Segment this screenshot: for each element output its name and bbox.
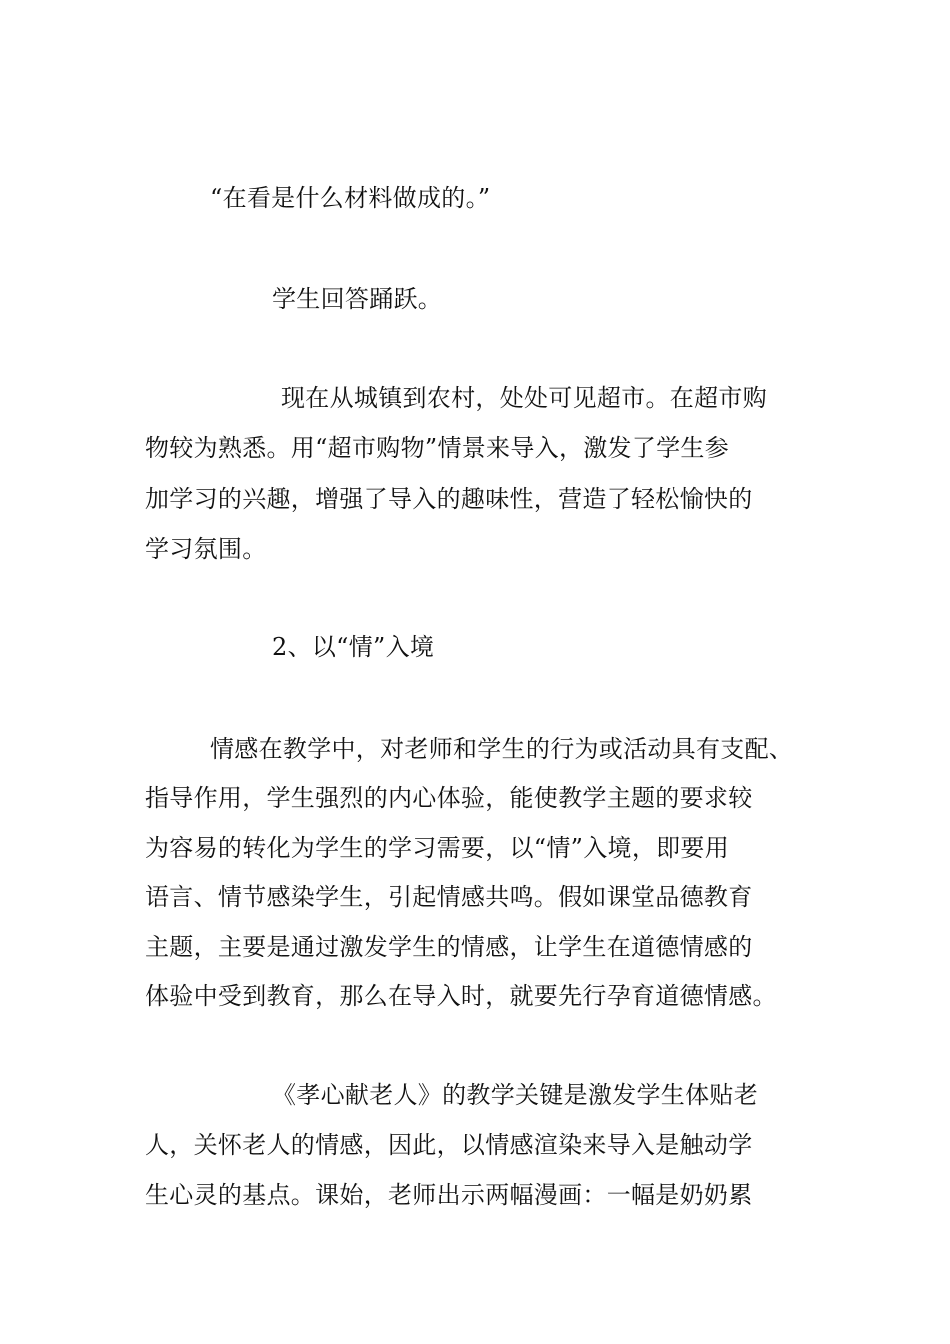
section-heading: 2、以“情”入境 bbox=[272, 633, 435, 661]
text-line: 学生回答踊跃。 bbox=[272, 285, 443, 313]
text-line: “在看是什么材料做成的。” bbox=[210, 184, 491, 212]
text-line: 《孝心献老人》的教学关键是激发学生体贴老 bbox=[272, 1081, 758, 1109]
text-line: 现在从城镇到农村，处处可见超市。在超市购 bbox=[281, 384, 767, 412]
text-line: 主题，主要是通过激发学生的情感，让学生在道德情感的 bbox=[145, 933, 753, 961]
text-line: 为容易的转化为学生的学习需要，以“情”入境，即要用 bbox=[145, 834, 730, 862]
text-line: 体验中受到教育，那么在导入时，就要先行孕育道德情感。 bbox=[145, 982, 777, 1010]
text-line: 生心灵的基点。课始，老师出示两幅漫画：一幅是奶奶累 bbox=[145, 1181, 753, 1209]
text-line: 学习氛围。 bbox=[145, 535, 267, 563]
text-line: 语言、情节感染学生，引起情感共鸣。假如课堂品德教育 bbox=[145, 883, 753, 911]
text-line: 加学习的兴趣，增强了导入的趣味性，营造了轻松愉快的 bbox=[145, 485, 753, 513]
text-line: 情感在教学中，对老师和学生的行为或活动具有支配、 bbox=[210, 735, 794, 763]
text-line: 物较为熟悉。用“超市购物”情景来导入，激发了学生参 bbox=[145, 434, 730, 462]
text-line: 人，关怀老人的情感，因此，以情感渲染来导入是触动学 bbox=[145, 1131, 753, 1159]
text-line: 指导作用，学生强烈的内心体验，能使教学主题的要求较 bbox=[145, 784, 753, 812]
